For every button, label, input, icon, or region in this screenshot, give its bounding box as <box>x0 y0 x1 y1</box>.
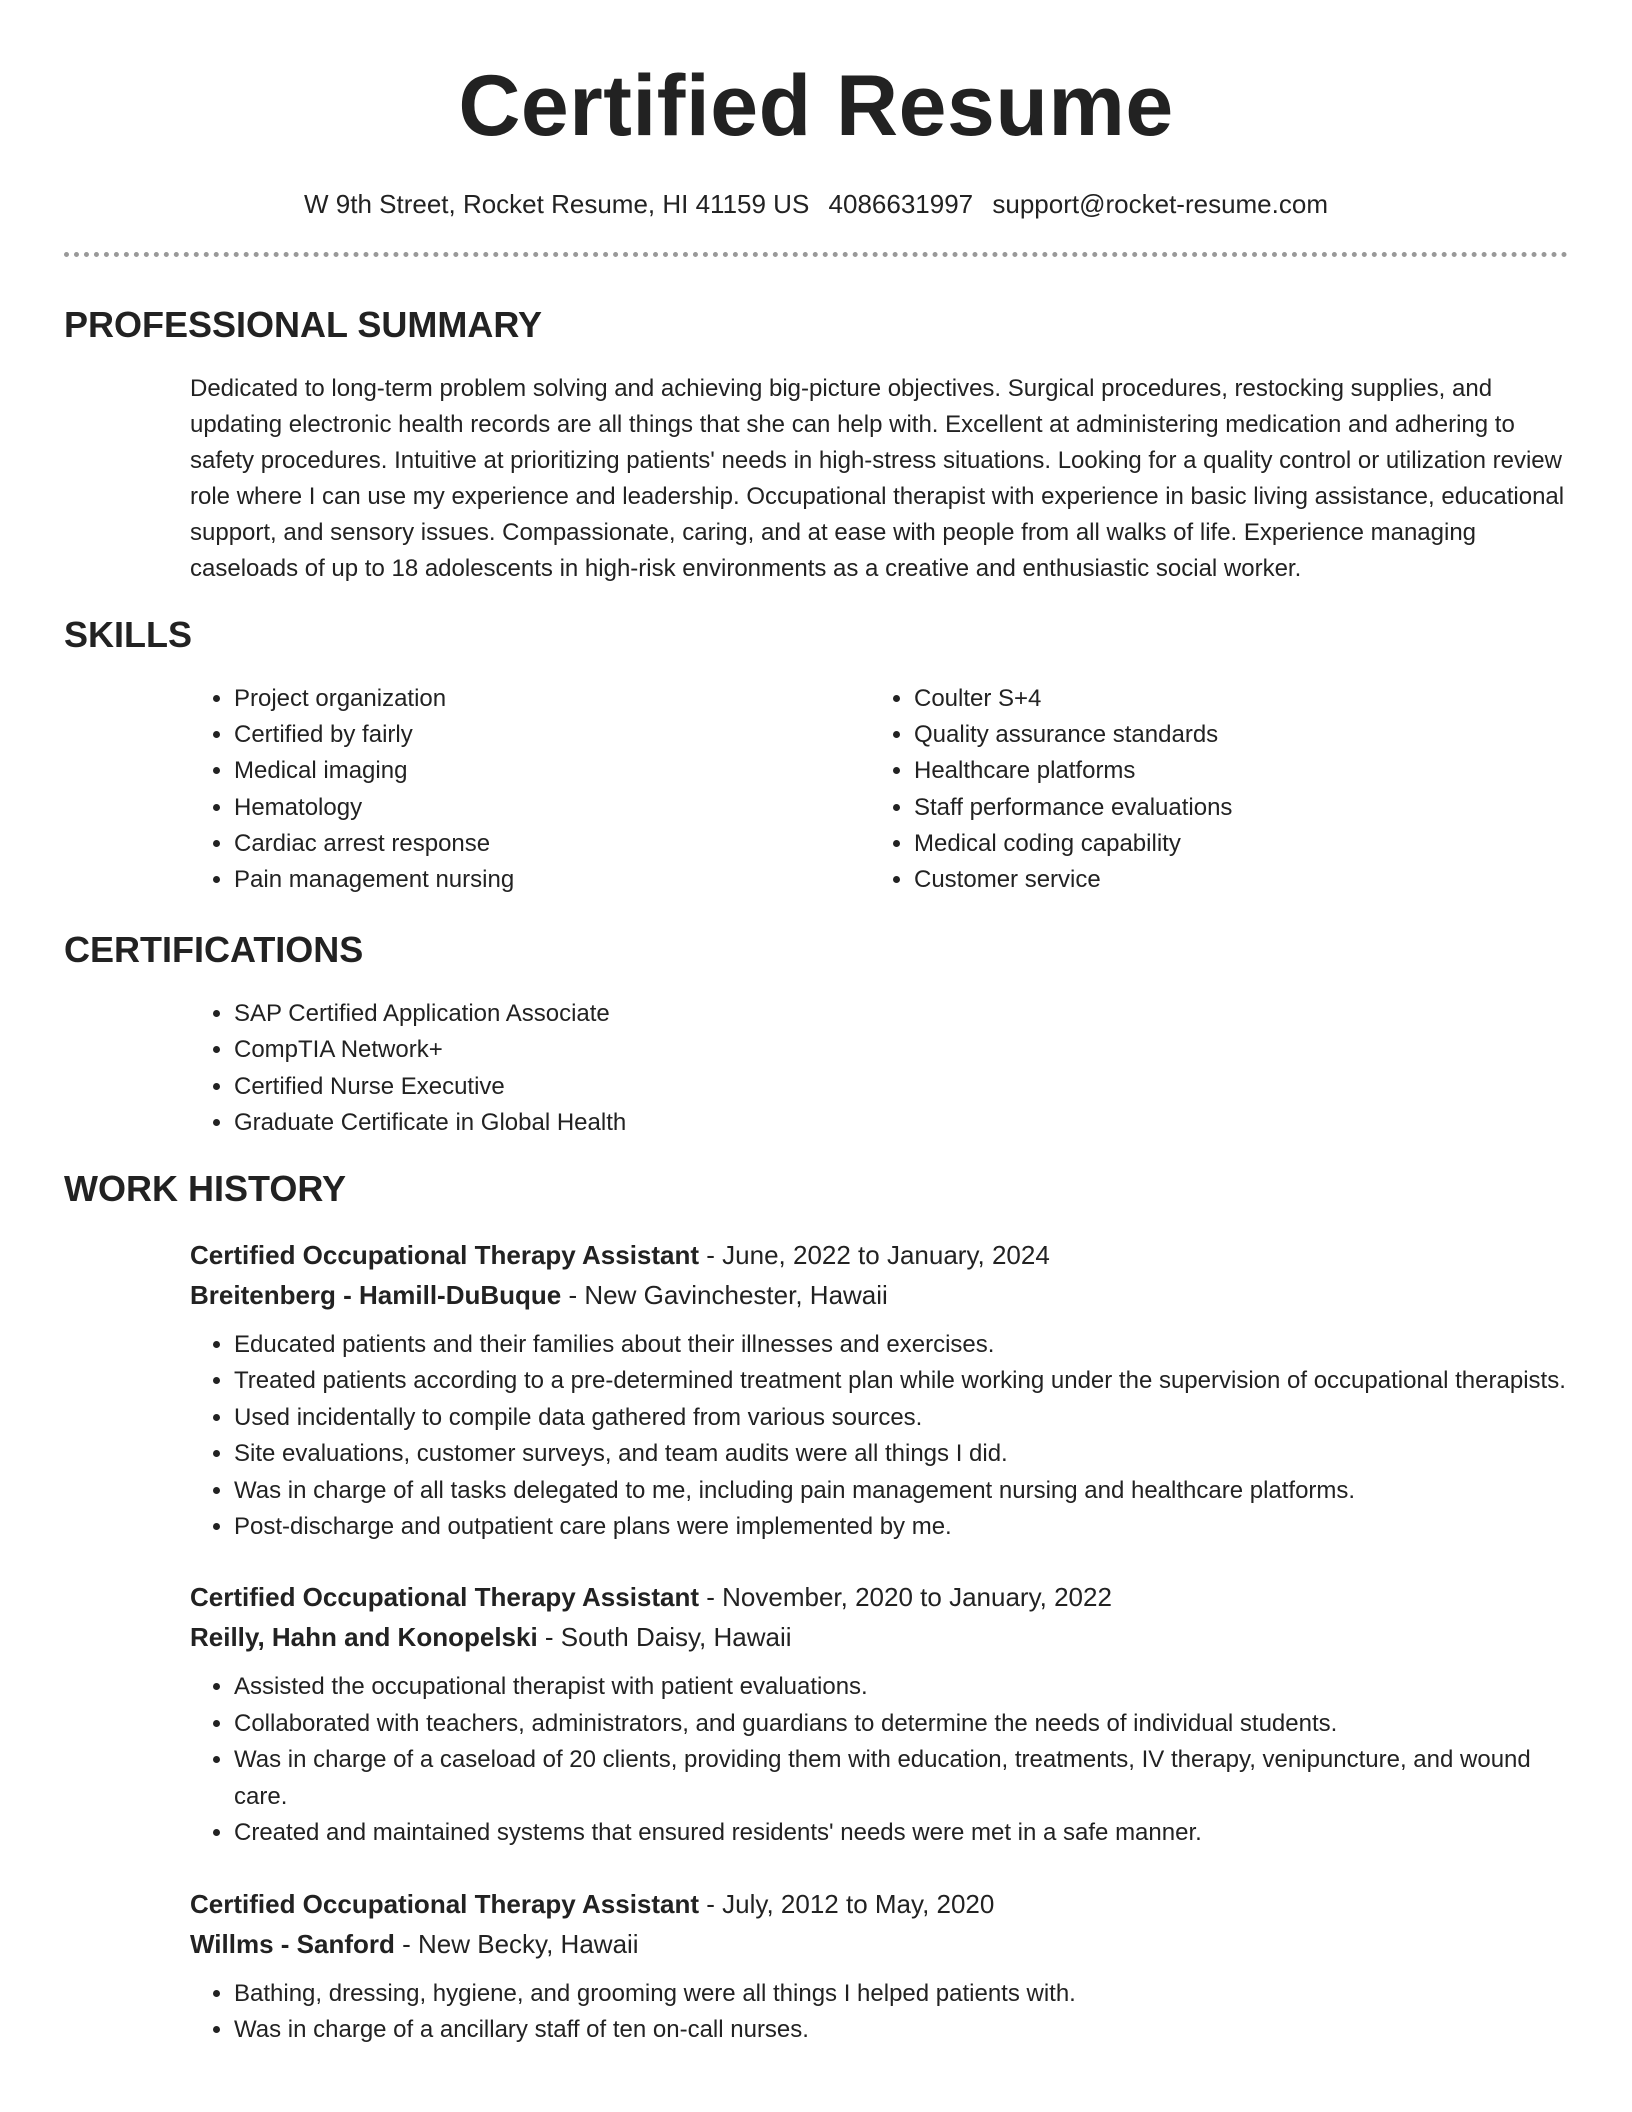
skills-heading: SKILLS <box>64 614 193 655</box>
job-company-line <box>190 1275 1568 1315</box>
certification-item: • Certified Nurse Executive <box>234 1069 1568 1105</box>
skill-item: • Hematology <box>234 790 870 826</box>
skills-column-right <box>870 681 1550 898</box>
skill-item: • Staff performance evaluations <box>914 790 1550 826</box>
job-dates: - July, 2012 to May, 2020 <box>699 1888 995 1919</box>
job-dates: - November, 2020 to January, 2022 <box>699 1582 1112 1613</box>
job-bullet: • Created and maintained systems that ensured residents' needs were met in a safe manner. <box>234 1815 1568 1851</box>
skill-item: • Project organization <box>234 681 870 717</box>
job-company: Reilly, Hahn and Konopelski <box>190 1622 538 1653</box>
certifications-list <box>190 996 1568 1141</box>
skill-item: • Medical coding capability <box>914 826 1550 862</box>
summary-heading: PROFESSIONAL SUMMARY <box>64 304 543 345</box>
job-bullet: • Assisted the occupational therapist with patient evaluations. <box>234 1669 1568 1705</box>
job-bullets <box>190 1976 1568 2049</box>
skill-item: • Healthcare platforms <box>914 753 1550 789</box>
skill-item: • Medical imaging <box>234 753 870 789</box>
job-title: Certified Occupational Therapy Assistant <box>190 1888 700 1919</box>
skill-item: • Pain management nursing <box>234 862 870 898</box>
contact-line <box>64 184 1568 224</box>
job-bullet: • Educated patients and their families about their illnesses and exercises. <box>234 1327 1568 1363</box>
job-location: - New Gavinchester, Hawaii <box>561 1280 888 1311</box>
job-bullet: • Was in charge of all tasks delegated to me, including pain management nursing and healthcare platforms. <box>234 1473 1568 1509</box>
job-bullet: • Used incidentally to compile data gathered from various sources. <box>234 1400 1568 1436</box>
summary-section <box>64 303 1568 587</box>
job-dates: - June, 2022 to January, 2024 <box>699 1240 1050 1271</box>
job-title-line <box>190 1235 1568 1275</box>
job-title-line <box>190 1884 1568 1924</box>
job-location: - South Daisy, Hawaii <box>537 1622 792 1653</box>
skills-section <box>64 613 1568 898</box>
resume-name: Certified Resume <box>458 58 1174 154</box>
job-bullet: • Was in charge of a caseload of 20 clients, providing them with education, treatments, IV therapy, venipuncture, and wound care. <box>234 1742 1568 1815</box>
job-company: Willms - Sanford <box>190 1928 395 1959</box>
skills-column-left <box>190 681 870 898</box>
job-entry <box>190 1884 1568 2049</box>
job-bullet: • Site evaluations, customer surveys, and team audits were all things I did. <box>234 1436 1568 1472</box>
certification-item: • SAP Certified Application Associate <box>234 996 1568 1032</box>
certifications-section <box>64 928 1568 1141</box>
job-entry <box>190 1577 1568 1851</box>
job-bullet: • Collaborated with teachers, administrators, and guardians to determine the needs of individual students. <box>234 1706 1568 1742</box>
job-bullets <box>190 1669 1568 1851</box>
job-bullet: • Treated patients according to a pre-determined treatment plan while working under the supervision of occupational therapists. <box>234 1363 1568 1399</box>
certification-item: • CompTIA Network+ <box>234 1032 1568 1068</box>
certifications-heading: CERTIFICATIONS <box>64 929 364 971</box>
skill-item: • Cardiac arrest response <box>234 826 870 862</box>
job-company: Breitenberg - Hamill-DuBuque <box>190 1280 562 1311</box>
contact-phone: 4086631997 <box>828 189 974 219</box>
skills-grid <box>190 681 1568 898</box>
job-bullet: • Bathing, dressing, hygiene, and grooming were all things I helped patients with. <box>234 1976 1568 2012</box>
job-title: Certified Occupational Therapy Assistant <box>190 1240 700 1271</box>
job-location: - New Becky, Hawaii <box>394 1928 639 1959</box>
job-bullet: • Was in charge of a ancillary staff of ten on-call nurses. <box>234 2012 1568 2048</box>
job-title-line <box>190 1577 1568 1617</box>
job-bullets <box>190 1327 1568 1545</box>
contact-address: W 9th Street, Rocket Resume, HI 41159 US <box>304 189 810 219</box>
certification-item: • Graduate Certificate in Global Health <box>234 1105 1568 1141</box>
skill-item: • Certified by fairly <box>234 717 870 753</box>
skill-item: • Customer service <box>914 862 1550 898</box>
work-history-section <box>64 1167 1568 2048</box>
job-title: Certified Occupational Therapy Assistant <box>190 1582 700 1613</box>
header-divider <box>64 252 1568 257</box>
contact-email: support@rocket-resume.com <box>992 189 1328 219</box>
job-bullet: • Post-discharge and outpatient care plans were implemented by me. <box>234 1509 1568 1545</box>
work-history-heading: WORK HISTORY <box>64 1168 347 1210</box>
skill-item: • Coulter S+4 <box>914 681 1550 717</box>
job-company-line <box>190 1617 1568 1657</box>
summary-text: Dedicated to long-term problem solving and achieving big-picture objectives. Surgical procedures, restocking supplies, and updating electronic health records are all things that she can help with. Excellent at administering medication and adhering to safety procedures. Intuitive at prioritizing patients' needs in high-stress situations. Looking for a quality control or utilization review role where I can use my experience and leadership. Occupational therapist with experience in basic living assistance, educational support, and sensory issues. Compassionate, caring, and at ease with people from all walks of life. Experience managing caseloads of up to 18 adolescents in high-risk environments as a creative and enthusiastic social worker. <box>190 375 1565 582</box>
job-company-line <box>190 1924 1568 1964</box>
job-entry <box>190 1235 1568 1545</box>
skill-item: • Quality assurance standards <box>914 717 1550 753</box>
